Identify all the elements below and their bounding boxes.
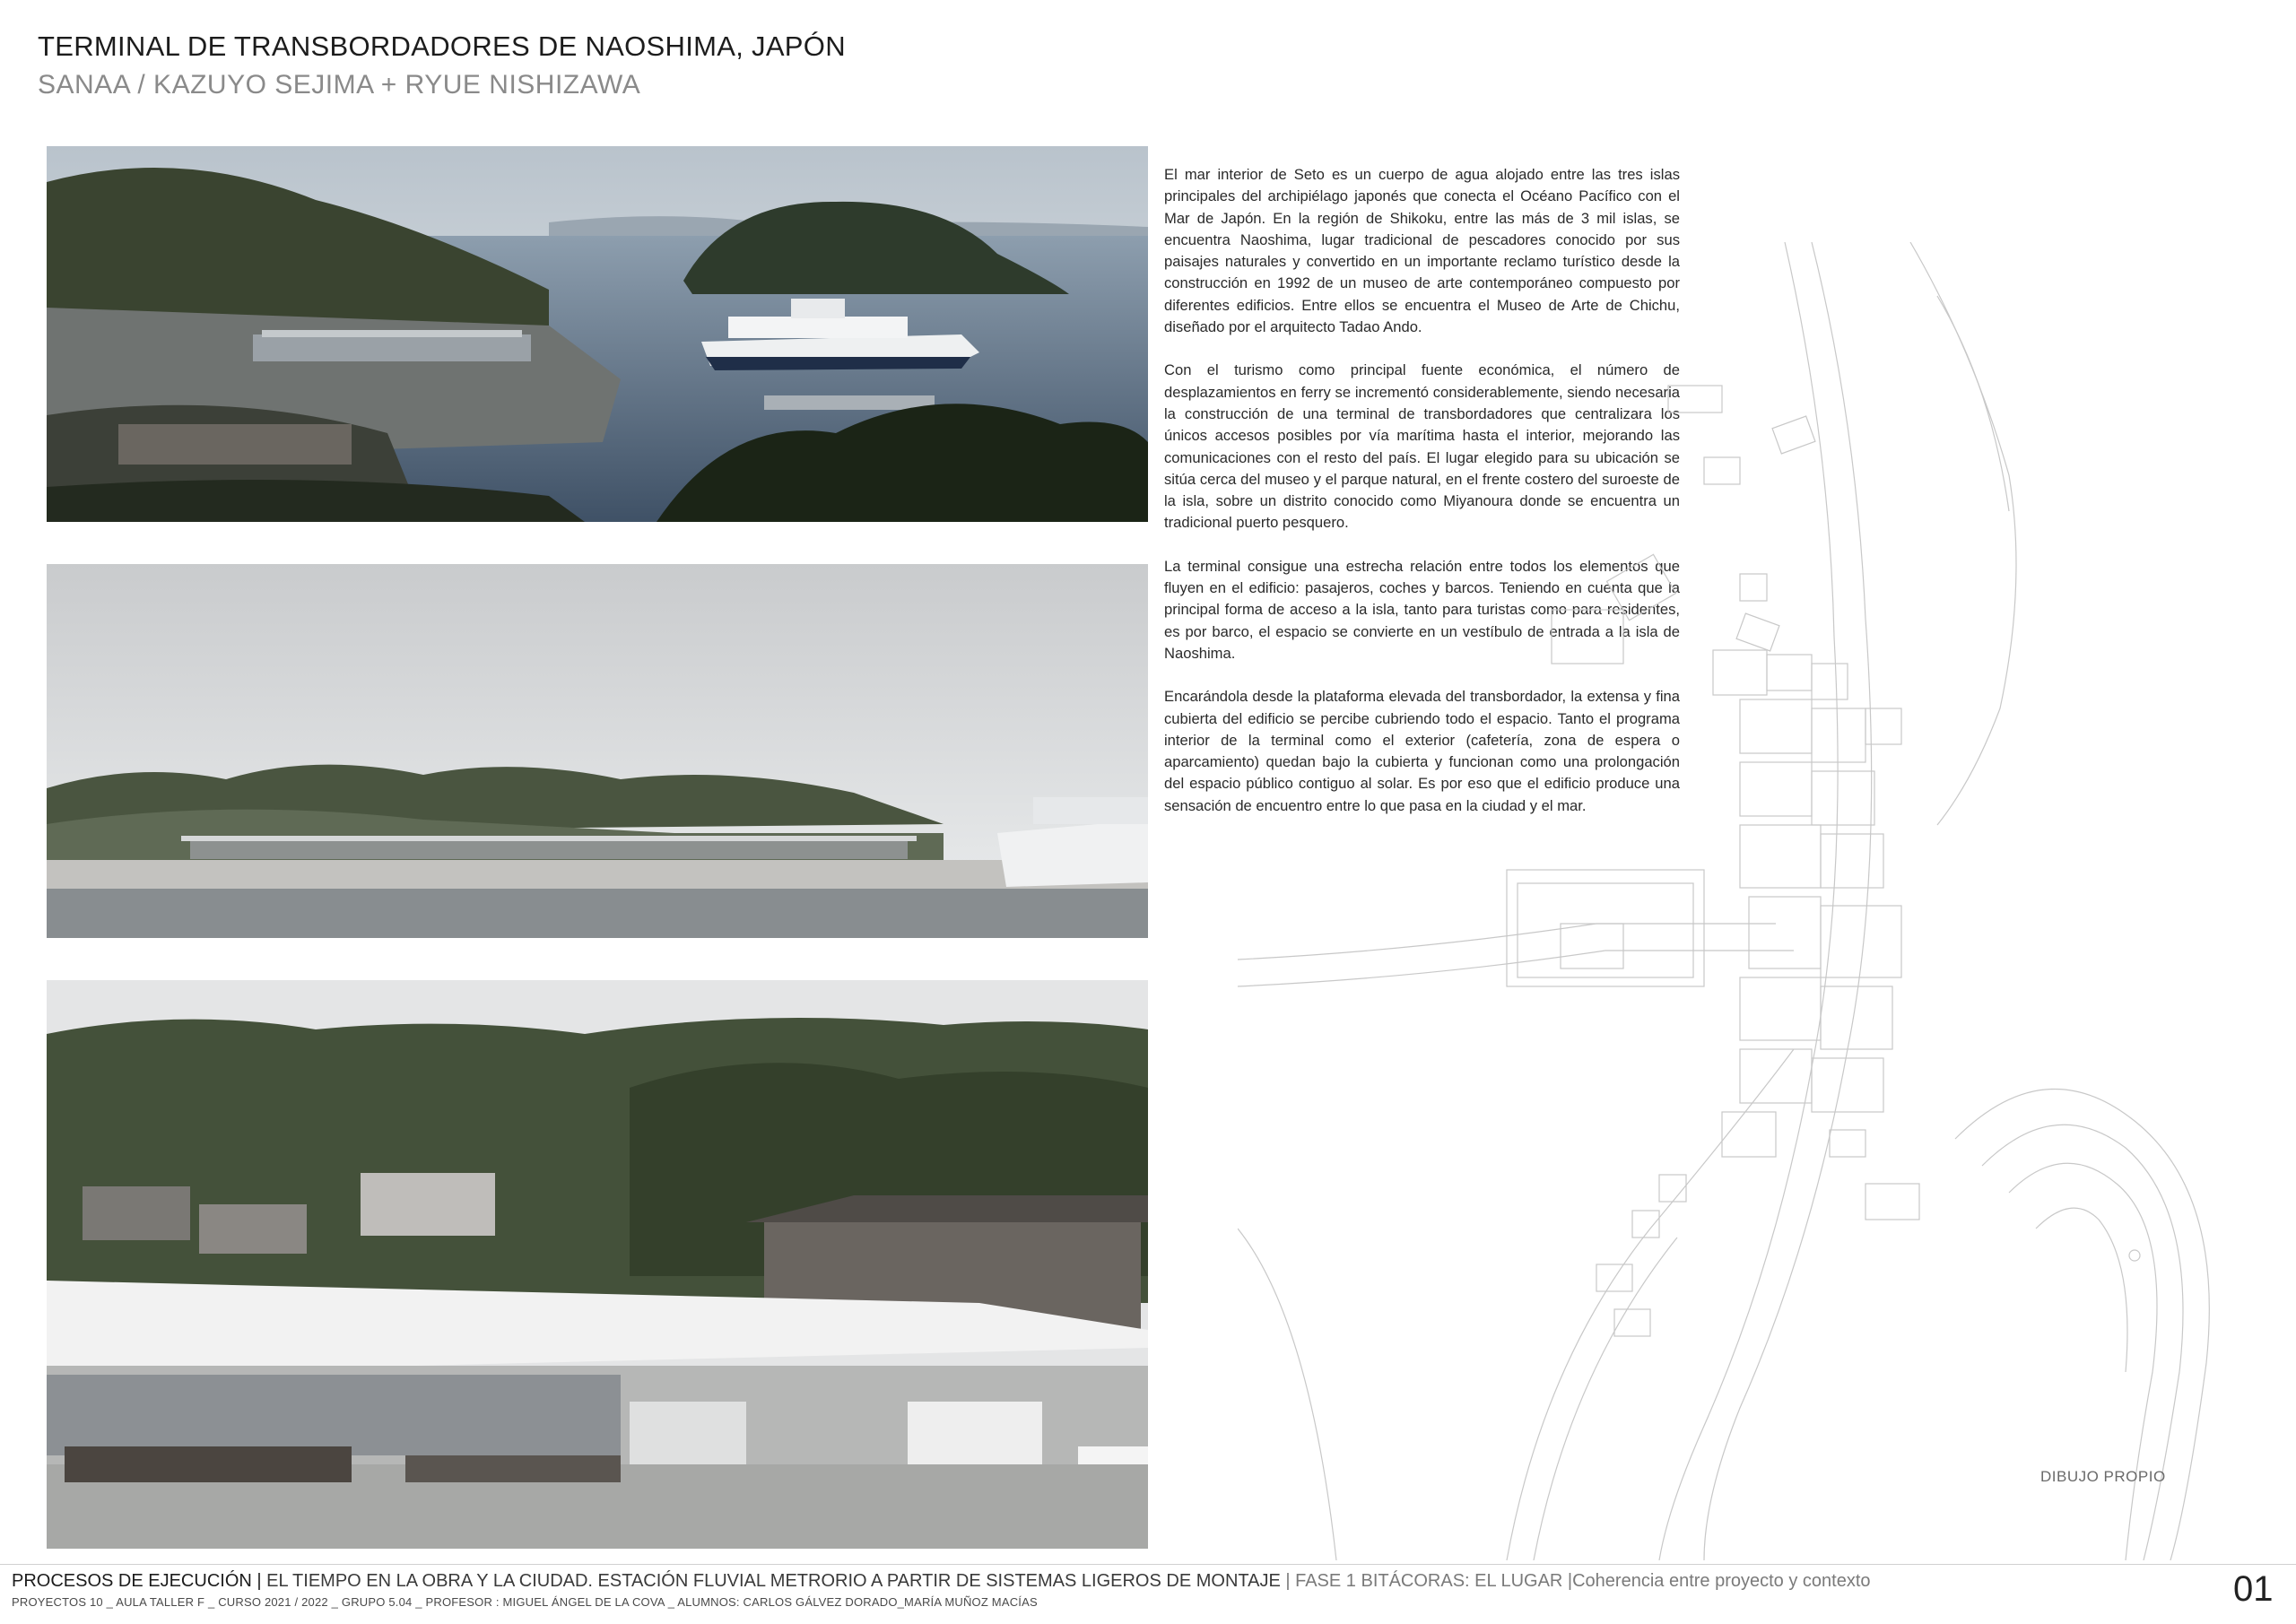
terminal-waterfront-photo — [47, 564, 1148, 938]
footer-separator: | — [251, 1571, 267, 1591]
footer-divider — [0, 1564, 2296, 1565]
footer-course-line — [12, 1571, 1871, 1592]
footer-course: PROCESOS DE EJECUCIÓN — [12, 1571, 252, 1591]
site-plan-label: DIBUJO PROPIO — [2040, 1468, 2166, 1485]
paragraph-tourism: Con el turismo como principal fuente económica, el número de desplazamientos en ferry se incrementó considerablemente, siendo necesaria la construcción de una terminal de transbordadores que centralizara los únicos accesos posibles por vía marítima hasta el interior, mejorando las comunicaciones con el resto del país. El lugar elegido para su ubicación se sitúa cerca del museo y el parque natural, en el frente costero del suroeste de la isla, sobre un distrito conocido como Miyanoura donde se encuentra un tradicional puerto pesquero. — [1164, 361, 1680, 532]
page-title: TERMINAL DE TRANSBORDADORES DE NAOSHIMA, JAPÓN — [38, 30, 846, 62]
footer-theme: EL TIEMPO EN LA OBRA Y LA CIUDAD. ESTACIÓN FLUVIAL METRORIO A PARTIR DE SISTEMAS LIGEROS DE MONTAJE — [266, 1571, 1281, 1591]
footer-phase: | FASE 1 BITÁCORAS: EL LUGAR | — [1280, 1571, 1573, 1591]
page-number: 01 — [2233, 1569, 2274, 1609]
terminal-canopy-photo — [47, 980, 1148, 1549]
site-plan-drawing — [1238, 242, 2296, 1560]
paragraph-relationship: La terminal consigue una estrecha relación entre todos los elementos que fluyen en el edificio: pasajeros, coches y barcos. Teniendo en cuenta que la principal forma de acceso a la isla, tanto para turistas como para residentes, es por barco, el espacio se convierte en un vestíbulo de entrada a la isla de Naoshima. — [1164, 557, 1680, 662]
footer-credits: PROYECTOS 10 _ AULA TALLER F _ CURSO 2021 / 2022 _ GRUPO 5.04 _ PROFESOR : MIGUEL ÁNGEL DE LA COVA _ ALUMNOS: CARLOS GÁLVEZ DORADO_MARÍA MUÑOZ MACÍAS — [12, 1595, 1038, 1609]
paragraph-context: El mar interior de Seto es un cuerpo de agua alojado entre las tres islas principales del archipiélago japonés que conecta el Océano Pacífico con el Mar de Japón. En la región de Shikoku, entre las más de 3 mil islas, se encuentra Naoshima, lugar tradicional de pescadores conocido por sus paisajes naturales y convertido en un importante reclamo turístico desde la construcción en 1992 de un museo de arte contemporáneo compuesto por diferentes edificios. Entre ellos se encuentra el Museo de Arte de Chichu, diseñado por el arquitecto Tadao Ando. — [1164, 166, 1680, 336]
harbor-aerial-photo — [47, 146, 1148, 522]
footer-topic: Coherencia entre proyecto y contexto — [1572, 1571, 1871, 1591]
paragraph-canopy: Encarándola desde la plataforma elevada del transbordador, la extensa y fina cubierta del edificio se percibe cubriendo todo el espacio. Tanto el programa interior de la terminal como el exterior (cafetería, zona de espera o aparcamiento) quedan bajo la cubierta y funcionan como una prolongación del espacio público contiguo al solar. Es por eso que el edificio produce una sensación de encuentro entre lo que pasa en la ciudad y el mar. — [1164, 688, 1680, 814]
page-subtitle: SANAA / KAZUYO SEJIMA + RYUE NISHIZAWA — [38, 70, 641, 100]
